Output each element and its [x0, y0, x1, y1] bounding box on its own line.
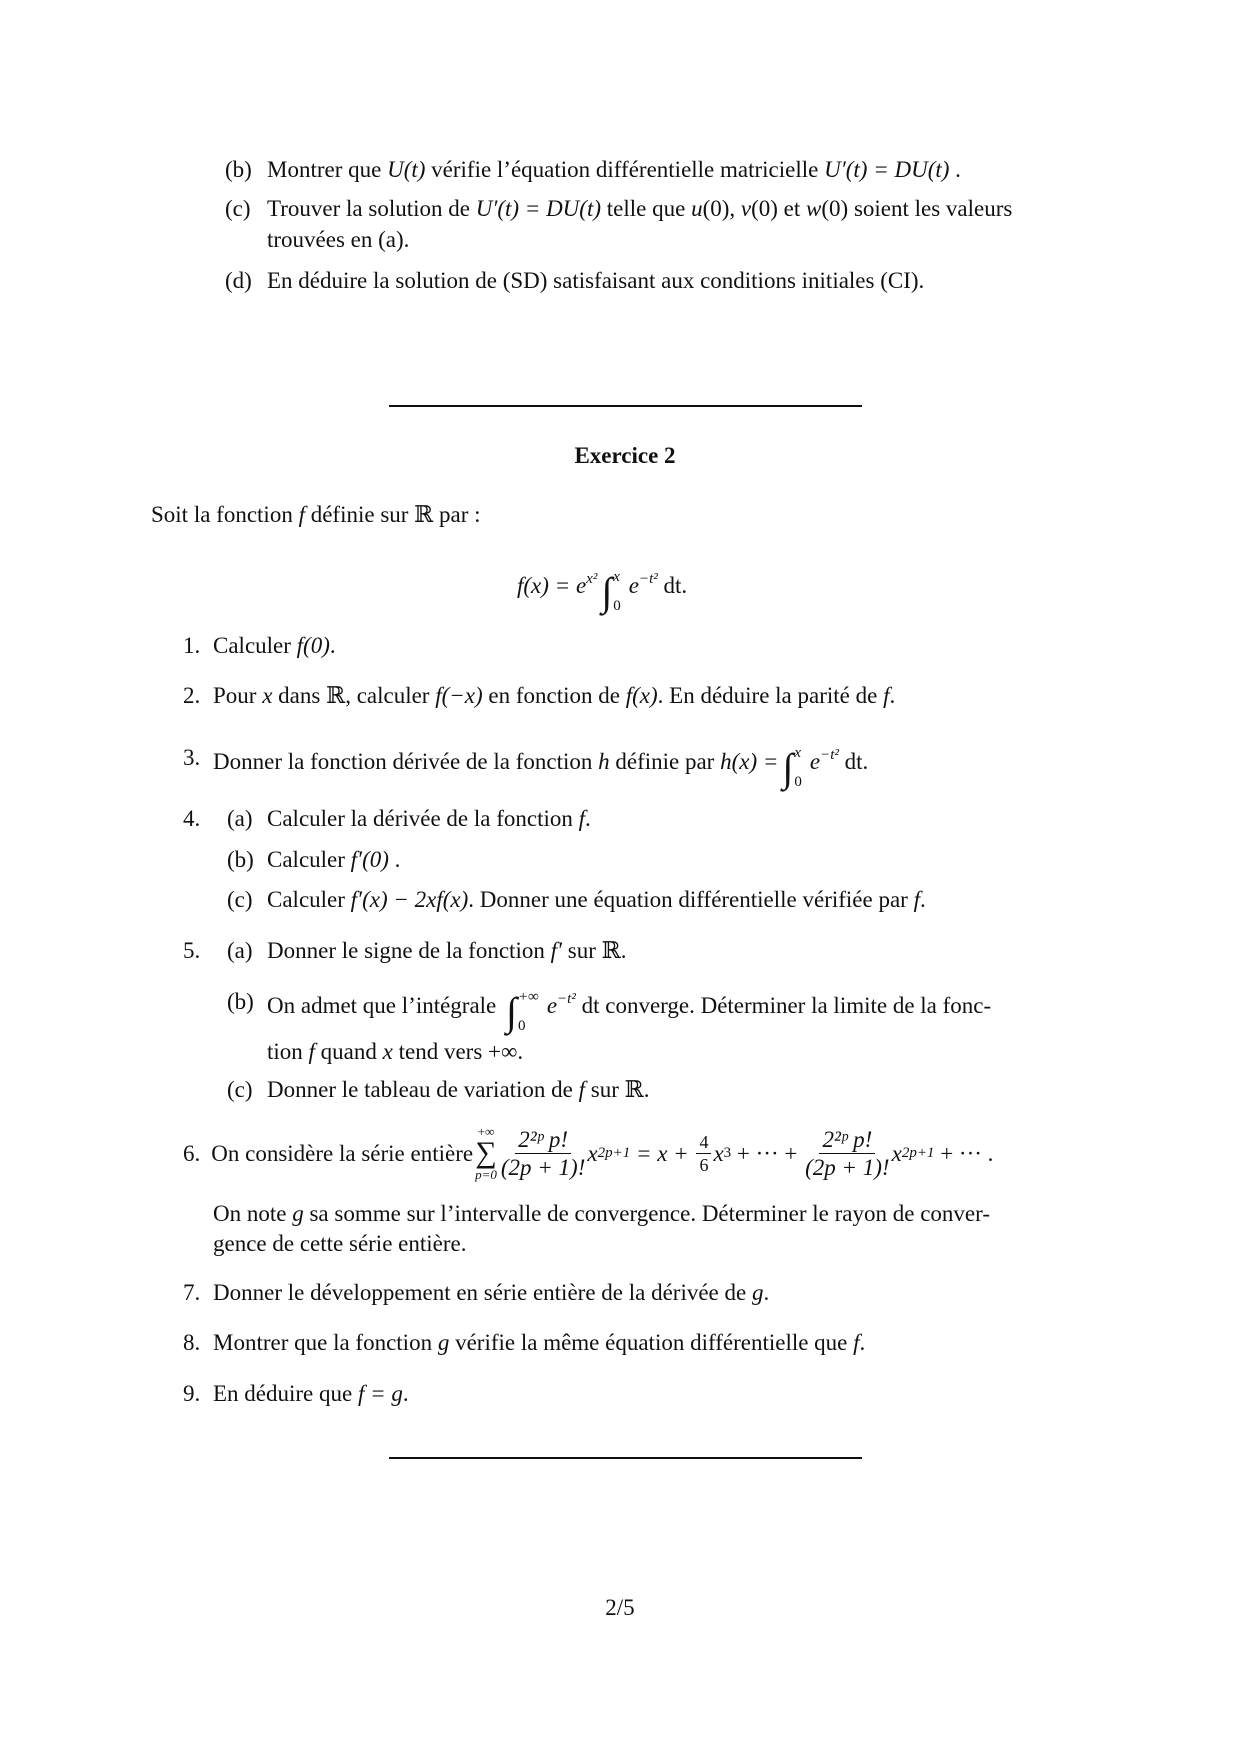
- prev-c: (c) Trouver la solution de U′(t) = DU(t) telle que u(0), v(0) et w(0) soient les valeurs: [225, 196, 1013, 221]
- prev-b: (b) Montrer que U(t) vérifie l’équation différentielle matricielle U′(t) = DU(t) .: [225, 157, 961, 182]
- item-9: 9. En déduire que f = g.: [183, 1381, 409, 1406]
- exercise-title: Exercice 2: [574, 443, 676, 468]
- main-formula: $f(x) = e^{x^2}$ ∫ x 0 $e^{-t^2}$ dt.: [517, 569, 688, 614]
- separator-rule: [389, 405, 862, 407]
- item-5a: 5. (a) Donner le signe de la fonction f′ sur ℝ.: [183, 938, 627, 963]
- page-number: 2/5: [605, 1595, 635, 1620]
- item-5c: (c) Donner le tableau de variation de f sur ℝ.: [227, 1077, 650, 1102]
- integral-sign: ∫ x 0: [601, 569, 621, 614]
- item-5b-cont: tion f quand x tend vers +∞.: [267, 1039, 524, 1064]
- item-6-cont2: gence de cette série entière.: [213, 1231, 467, 1256]
- item-3: 3. Donner la fonction dérivée de la fonction h définie par h(x) = ∫ x 0 $e^{-t^2}$ dt.: [183, 745, 869, 790]
- item-1: 1. Calculer f(0).: [183, 633, 336, 658]
- item-6: 6. On considère la série entière +∞ ∑ p=0 $\frac{\text{2²ᵖ p!}}{(2p + 1)!}$ x 2p+1 = x + $\frac{4}{6}$ x 3 + ··· + $\frac{\text{2²ᵖ p!}}{(2p + 1)!}$ x 2p+1 + ··· .: [183, 1124, 994, 1182]
- integral-sign: ∫ x 0: [782, 745, 802, 790]
- integral-sign: ∫ +∞ 0: [506, 989, 539, 1034]
- prev-d: (d) En déduire la solution de (SD) satisfaisant aux conditions initiales (CI).: [225, 268, 925, 293]
- item-4a: 4. (a) Calculer la dérivée de la fonction f.: [183, 806, 591, 831]
- intro: Soit la fonction f définie sur ℝ par :: [151, 502, 481, 527]
- summation-sign: +∞ ∑ p=0: [475, 1124, 497, 1182]
- item-6-cont: On note g sa somme sur l’intervalle de convergence. Déterminer le rayon de conver-: [213, 1201, 990, 1226]
- item-7: 7. Donner le développement en série entière de la dérivée de g.: [183, 1280, 770, 1305]
- item-8: 8. Montrer que la fonction g vérifie la même équation différentielle que f.: [183, 1330, 866, 1355]
- item-2: 2. Pour x dans ℝ, calculer f(−x) en fonction de f(x). En déduire la parité de f.: [183, 683, 896, 708]
- item-4b: (b) Calculer f′(0) .: [227, 847, 401, 872]
- item-5b: (b) On admet que l’intégrale ∫ +∞ 0 $e^{-t^2}$ dt converge. Déterminer la limite de la fonc-: [227, 989, 992, 1034]
- item-4c: (c) Calculer f′(x) − 2xf(x). Donner une équation différentielle vérifiée par f.: [227, 887, 926, 912]
- prev-c-cont: trouvées en (a).: [267, 227, 410, 252]
- separator-rule-bottom: [389, 1457, 862, 1459]
